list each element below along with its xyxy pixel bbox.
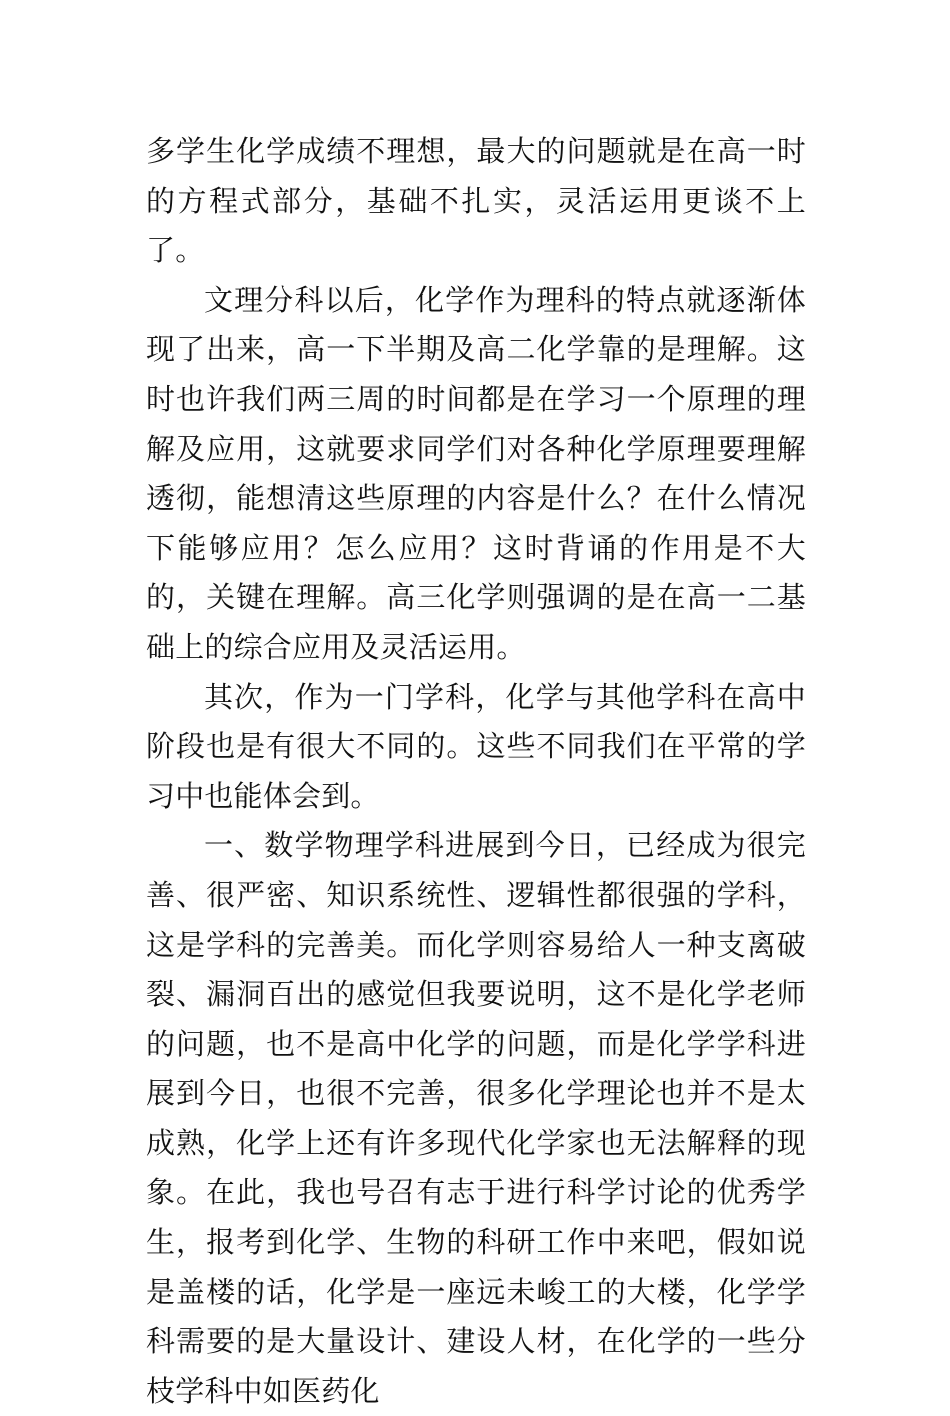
paragraph-continued: 多学生化学成绩不理想，最大的问题就是在高一时的方程式部分，基础不扎实，灵活运用更谈不上了。 bbox=[146, 134, 806, 268]
paragraph-liberal-science-split: 文理分科以后，化学作为理科的特点就逐渐体现了出来，高一下半期及高二化学靠的是理解。这时也许我们两三周的时间都是在学习一个原理的理解及应用，这就要求同学们对各种化学原理要理解透彻，能想清这些原理的内容是什么？在什么情况下能够应用？怎么应用？这时背诵的作用是不大的，关键在理解。高三化学则强调的是在高一二基础上的综合应用及灵活运用。 bbox=[146, 282, 806, 664]
paragraph-point-one: 一、数学物理学科进展到今日，已经成为很完善、很严密、知识系统性、逻辑性都很强的学科，这是学科的完善美。而化学则容易给人一种支离破裂、漏洞百出的感觉但我要说明，这不是化学老师的问题，也不是高中化学的问题，而是化学学科进展到今日，也很不完善，很多化学理论也并不是太成熟，化学上还有许多现代化学家也无法解释的现象。在此，我也号召有志于进行科学讨论的优秀学生，报考到化学、生物的科研工作中来吧，假如说是盖楼的话，化学是一座远未峻工的大楼，化学学科需要的是大量设计、建设人材，在化学的一些分枝学科中如医药化 bbox=[146, 828, 806, 1408]
paragraph-secondly: 其次，作为一门学科，化学与其他学科在高中阶段也是有很大不同的。这些不同我们在平常的学习中也能体会到。 bbox=[146, 679, 806, 813]
document-body bbox=[146, 127, 806, 1416]
